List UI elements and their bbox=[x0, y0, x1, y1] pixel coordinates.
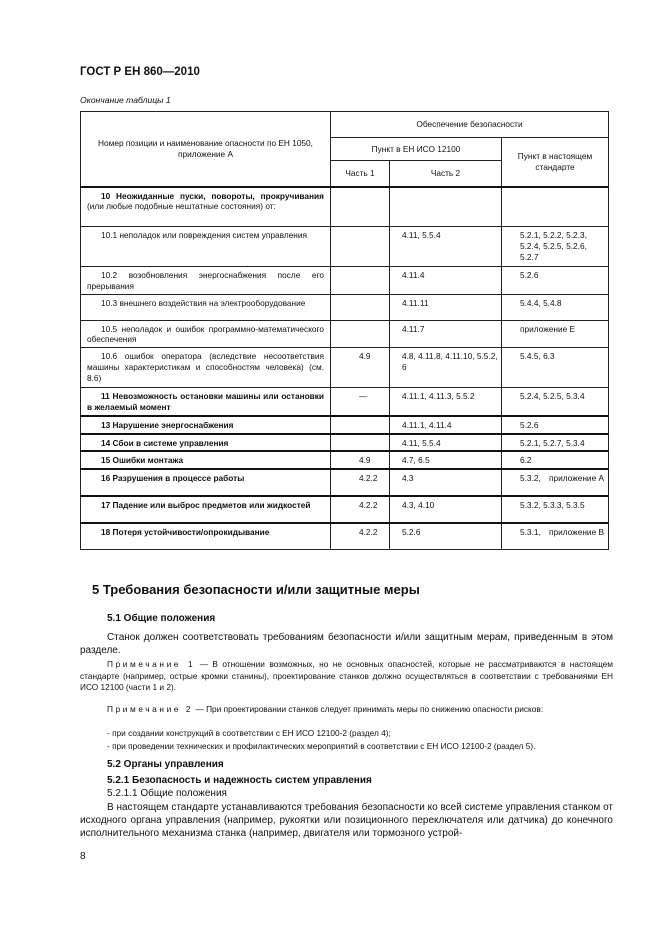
table-row bbox=[81, 187, 609, 227]
hazard-text: 10.6 ошибок оператора (вследствие несоответствия машины характеристикам и способностям человека) (см. 8.6) bbox=[87, 351, 324, 383]
iso-part1-cell bbox=[331, 267, 390, 295]
table-row bbox=[81, 523, 609, 549]
hazard-text: 10.1 неполадок или повреждения систем управления bbox=[101, 230, 308, 240]
iso-part2-cell: 4.11.1, 4.11.4 bbox=[390, 416, 502, 434]
head-hazard: Номер позиции и наименование опасности по ЕН 1050, приложение А bbox=[81, 112, 331, 187]
hazard-cell bbox=[81, 469, 331, 496]
standard-part-b: приложение В bbox=[548, 527, 605, 538]
note-2-text: — При проектировании станков следует принимать меры по снижению опасности рисков: bbox=[193, 704, 544, 714]
hazard-bold-text: 17 Падение или выброс предметов или жидкостей bbox=[101, 500, 311, 511]
table-row bbox=[81, 434, 609, 452]
iso-part1-cell: 4.9 bbox=[331, 451, 390, 469]
table-row bbox=[81, 451, 609, 469]
hazard-cell bbox=[81, 187, 331, 227]
hazard-cell bbox=[81, 294, 331, 320]
table-row bbox=[81, 496, 609, 523]
hazard-bold-text: 15 Ошибки монтажа bbox=[101, 455, 184, 466]
standard-cell bbox=[502, 187, 609, 227]
hazard-cell bbox=[81, 523, 331, 549]
table-body bbox=[81, 187, 609, 550]
table-row bbox=[81, 227, 609, 267]
note-1-label: Примечание 1 bbox=[107, 659, 196, 669]
iso-part1-cell: — bbox=[331, 388, 390, 416]
hazard-text: 10.2 возобновления энергоснабжения после его прерывания bbox=[87, 270, 324, 291]
iso-part2-cell: 4.11.1, 4.11.3, 5.5.2 bbox=[390, 388, 502, 416]
table-row bbox=[81, 320, 609, 348]
iso-part2-cell: 4.3 bbox=[390, 469, 502, 496]
iso-part1-cell: 4.2.2 bbox=[331, 523, 390, 549]
head-part2: Часть 2 bbox=[390, 161, 502, 187]
standard-cell: 5.3.2, 5.3.3, 5.3.5 bbox=[502, 496, 609, 523]
note-1-text: — В отношении возможных, но не основных опасностей, которые не рассматриваются в настоящем стандарте (например, острые кромки станины), проектирование станков должно осуществляться в соответствии с требованиями ЕН ИСО 12100 (части 1 и 2). bbox=[80, 659, 613, 693]
iso-part2-cell: 4.11, 5.5.4 bbox=[390, 434, 502, 452]
standard-part-a: 5.3.1, bbox=[520, 527, 541, 538]
table-row bbox=[81, 388, 609, 416]
iso-part1-cell bbox=[331, 320, 390, 348]
iso-part1-cell: 4.2.2 bbox=[331, 469, 390, 496]
hazard-bold-text: 10 Неожиданные пуски, повороты, прокручивания bbox=[101, 190, 324, 201]
document-header: ГОСТ Р ЕН 860—2010 bbox=[80, 66, 200, 78]
head-standard: Пункт в настоящем стандарте bbox=[502, 138, 609, 187]
standard-cell: 5.2.6 bbox=[502, 267, 609, 295]
standard-cell: 5.4.4, 5.4.8 bbox=[502, 294, 609, 320]
table-row bbox=[81, 348, 609, 388]
subsection-5-2-1-1-title: 5.2.1.1 Общие положения bbox=[107, 788, 227, 799]
iso-part1-cell bbox=[331, 187, 390, 227]
iso-part1-cell: 4.2.2 bbox=[331, 496, 390, 523]
iso-part1-cell bbox=[331, 227, 390, 267]
note-1 bbox=[80, 659, 613, 694]
standard-cell: 5.2.1, 5.2.7, 5.3.4 bbox=[502, 434, 609, 452]
hazards-table bbox=[80, 111, 609, 550]
subsection-5-2-title: 5.2 Органы управления bbox=[107, 759, 224, 770]
hazard-text: 10.3 внешнего воздействия на электрооборудование bbox=[101, 297, 306, 308]
hazard-bold-text: 13 Нарушение энергоснабжения bbox=[101, 419, 234, 430]
standard-cell: 5.4.5, 6.3 bbox=[502, 348, 609, 388]
head-part1: Часть 1 bbox=[331, 161, 390, 187]
subsection-5-1-title: 5.1 Общие положения bbox=[107, 613, 216, 624]
standard-cell: 5.2.6 bbox=[502, 416, 609, 434]
iso-part1-cell bbox=[331, 294, 390, 320]
iso-part1-cell: 4.9 bbox=[331, 348, 390, 388]
iso-part1-cell bbox=[331, 434, 390, 452]
table-caption: Окончание таблицы 1 bbox=[80, 95, 171, 105]
iso-part2-cell bbox=[390, 187, 502, 227]
iso-part2-cell: 4.11.11 bbox=[390, 294, 502, 320]
hazard-bold-text: 16 Разрушения в процессе работы bbox=[101, 473, 245, 484]
table-row bbox=[81, 416, 609, 434]
hazard-cell bbox=[81, 434, 331, 452]
hazard-cell bbox=[81, 227, 331, 267]
iso-part2-cell: 4.7, 6.5 bbox=[390, 451, 502, 469]
page-number: 8 bbox=[80, 851, 86, 862]
table-row bbox=[81, 294, 609, 320]
standard-part-b: приложение А bbox=[548, 473, 605, 484]
note-2-item: - при проведении технических и профилактических мероприятий в соответствии с ЕН ИСО 12100-2 (раздел 5). bbox=[107, 741, 536, 751]
hazard-cell bbox=[81, 451, 331, 469]
subsection-5-2-1-title: 5.2.1 Безопасность и надежность систем управления bbox=[107, 775, 372, 786]
subsection-5-1-text: Станок должен соответствовать требованиям безопасности и/или защитным мерам, приведенным в этом разделе. bbox=[80, 632, 613, 657]
hazard-text: (или любые подобные нештатные состояния) от: bbox=[87, 201, 276, 212]
standard-cell: 5.2.1, 5.2.2, 5.2.3, 5.2.4, 5.2.5, 5.2.6, 5.2.7 bbox=[502, 227, 609, 267]
hazard-cell bbox=[81, 496, 331, 523]
section-title: 5 Требования безопасности и/или защитные меры bbox=[92, 582, 420, 597]
standard-cell bbox=[502, 523, 609, 549]
standard-part-a: 5.3.2, bbox=[520, 473, 541, 484]
head-safety: Обеспечение безопасности bbox=[331, 112, 609, 138]
standard-cell: 6.2 bbox=[502, 451, 609, 469]
iso-part1-cell bbox=[331, 416, 390, 434]
hazard-text: 10.5 неполадок и ошибок программно-математического обеспечения bbox=[87, 323, 324, 345]
hazard-cell bbox=[81, 267, 331, 295]
hazard-cell bbox=[81, 348, 331, 388]
table-row bbox=[81, 267, 609, 295]
iso-part2-cell: 4.3, 4.10 bbox=[390, 496, 502, 523]
hazard-cell bbox=[81, 320, 331, 348]
table-row bbox=[81, 469, 609, 496]
hazard-bold-text: 11 Невозможность остановки машины или остановки в желаемый момент bbox=[87, 391, 324, 412]
hazard-bold-text: 18 Потеря устойчивости/опрокидывание bbox=[101, 527, 270, 538]
hazard-bold-text: 14 Сбои в системе управления bbox=[101, 437, 229, 448]
hazard-cell bbox=[81, 416, 331, 434]
standard-cell: приложение Е bbox=[502, 320, 609, 348]
iso-part2-cell: 4.11.4 bbox=[390, 267, 502, 295]
head-iso: Пункт в ЕН ИСО 12100 bbox=[331, 138, 502, 161]
standard-cell: 5.2.4, 5.2.5, 5.3.4 bbox=[502, 388, 609, 416]
iso-part2-cell: 4.8, 4.11.8, 4.11.10, 5.5.2, 6 bbox=[390, 348, 502, 388]
iso-part2-cell: 5.2.6 bbox=[390, 523, 502, 549]
iso-part2-cell: 4.11, 5.5.4 bbox=[390, 227, 502, 267]
iso-part2-cell: 4.11.7 bbox=[390, 320, 502, 348]
standard-cell bbox=[502, 469, 609, 496]
note-2-label: Примечание 2 bbox=[107, 704, 194, 714]
note-2 bbox=[80, 704, 613, 716]
hazard-cell bbox=[81, 388, 331, 416]
note-2-item: - при создании конструкций в соответствии с ЕН ИСО 12100-2 (раздел 4); bbox=[107, 728, 391, 738]
subsection-5-2-1-1-text: В настоящем стандарте устанавливаются требования безопасности ко всей системе управления станком от исходного органа управления (например, рукоятки или позиционного переключателя или датчика) до конечного исполнительного механизма станка (например, двигателя или тормозного устрой- bbox=[80, 802, 613, 840]
